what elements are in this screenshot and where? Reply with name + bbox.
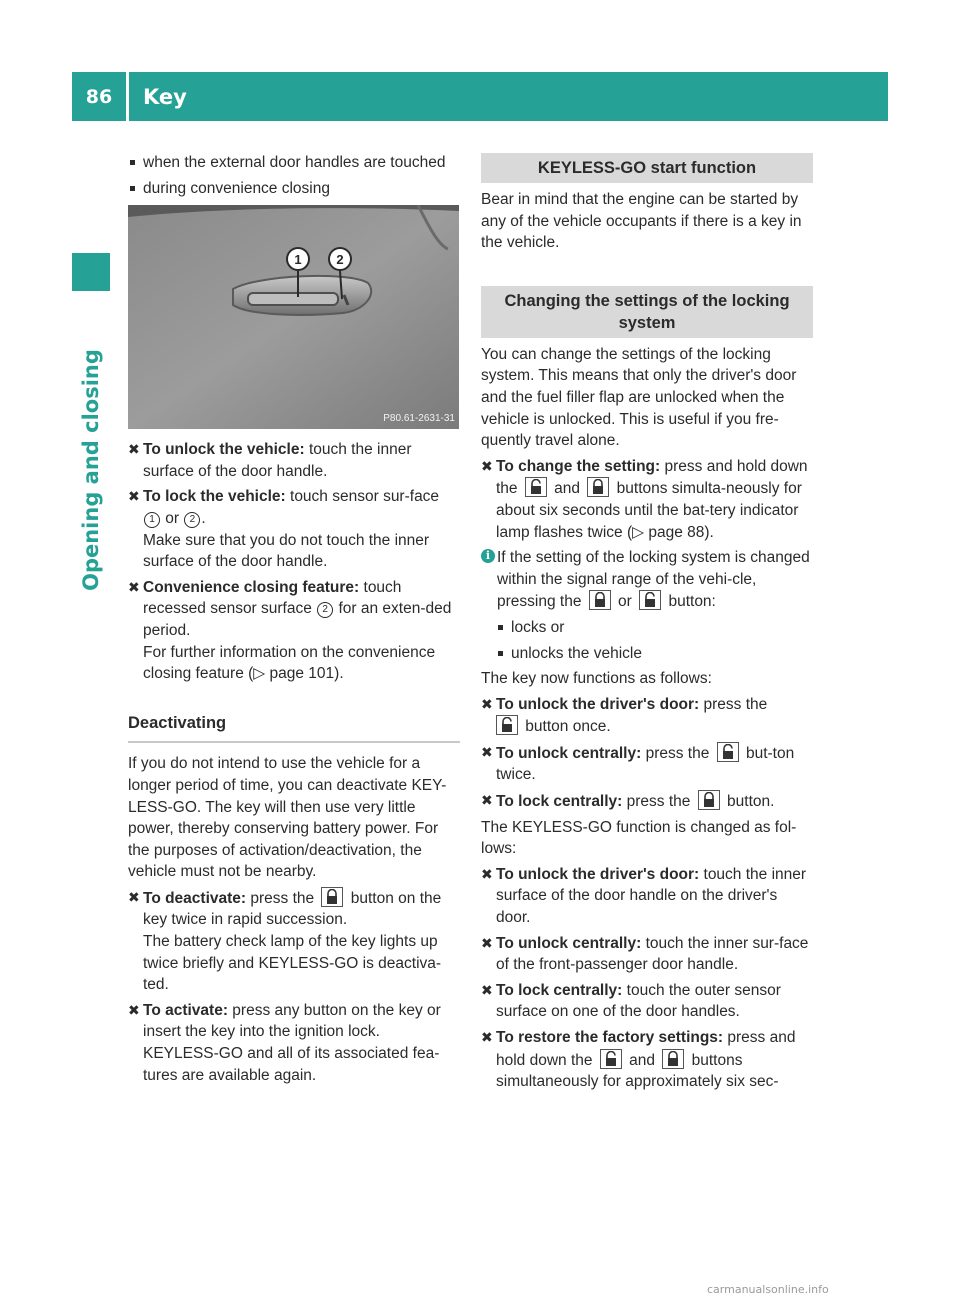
step-text: press and hold down the xyxy=(496,1029,796,1069)
side-tab-marker xyxy=(72,253,110,291)
callout-number: 2 xyxy=(317,602,333,618)
instruction-step xyxy=(128,1000,460,1086)
step-text: touch sensor sur-face xyxy=(285,488,440,506)
list-item: during convenience closing xyxy=(128,178,460,200)
arrow-right-icon: ✖ xyxy=(481,1029,493,1045)
instruction-step xyxy=(481,790,813,813)
paragraph: If you do not intend to use the vehicle for a longer period of time, you can deactivate KEY-LESS-GO. The key will then use very little power, thereby conserving battery power. For the purposes of activation/deactivation, the vehicle must not be nearby. xyxy=(128,755,447,881)
step-title: To unlock the vehicle: xyxy=(143,441,305,459)
arrow-right-icon: ✖ xyxy=(481,792,493,809)
step-title: To activate: xyxy=(143,1001,228,1019)
step-title: To unlock centrally: xyxy=(496,744,642,762)
lock-icon xyxy=(662,1049,684,1069)
arrow-right-icon: ✖ xyxy=(481,457,493,474)
step-text: and xyxy=(624,1051,660,1069)
callout-2: 2 xyxy=(336,252,344,268)
info-note xyxy=(481,547,813,613)
arrow-right-icon: ✖ xyxy=(128,441,140,458)
header-divider xyxy=(126,72,129,121)
page-number: 86 xyxy=(85,85,113,108)
step-text: touch the outer sensor surface on one of the door handles. xyxy=(496,981,781,1021)
unlock-icon xyxy=(717,742,739,762)
lock-icon xyxy=(321,887,343,907)
step-title: To unlock centrally: xyxy=(496,934,642,952)
arrow-right-icon: ✖ xyxy=(128,1001,140,1018)
footer-watermark[interactable]: carmanualsonline.info xyxy=(707,1283,829,1296)
step-text: buttons simultaneously for approximately six sec- xyxy=(496,1051,779,1091)
step-note: The battery check lamp of the key lights up twice briefly and KEYLESS-GO is deactiva-ted. xyxy=(143,933,442,994)
left-column xyxy=(128,152,460,1090)
step-note: For further information on the convenience closing feature (▷ page 101). xyxy=(143,643,436,683)
step-text: press the xyxy=(641,744,714,762)
step-note: KEYLESS-GO and all of its associated fea-tures are available again. xyxy=(143,1045,440,1084)
lock-icon xyxy=(698,790,720,810)
arrow-right-icon: ✖ xyxy=(481,934,493,951)
step-title: Convenience closing feature: xyxy=(143,578,360,596)
step-text: press the xyxy=(622,793,695,811)
instruction-step xyxy=(481,933,813,976)
step-text: . xyxy=(201,509,206,527)
instruction-step xyxy=(128,439,460,482)
unlock-icon xyxy=(639,590,661,610)
step-title: To deactivate: xyxy=(143,889,247,907)
instruction-step xyxy=(481,980,813,1023)
note-text: button: xyxy=(664,593,716,611)
step-text: touch the inner sur-face of the front-passenger door handle. xyxy=(496,934,809,974)
note-text: or xyxy=(613,593,637,611)
instruction-step xyxy=(481,456,813,543)
page-header xyxy=(72,72,888,121)
right-column xyxy=(481,153,813,1097)
unlock-icon xyxy=(525,477,547,497)
arrow-right-icon: ✖ xyxy=(128,888,140,905)
step-text: press the xyxy=(699,695,768,713)
info-icon: i xyxy=(481,549,495,563)
step-title: To unlock the driver's door: xyxy=(496,695,700,713)
arrow-right-icon: ✖ xyxy=(481,865,493,882)
list-item: when the external door handles are touched xyxy=(128,152,460,174)
step-title: To restore the factory settings: xyxy=(496,1029,724,1046)
section-heading: KEYLESS-GO start function xyxy=(481,153,813,183)
photo-code: P80.61-2631-31 xyxy=(383,413,455,425)
instruction-step xyxy=(128,486,460,572)
arrow-right-icon: ✖ xyxy=(481,981,493,998)
instruction-step xyxy=(128,887,460,996)
callout-number: 2 xyxy=(184,512,200,528)
lock-icon xyxy=(587,477,609,497)
step-text: touch the inner surface of the door handle. xyxy=(143,441,412,480)
callout-1: 1 xyxy=(294,252,302,268)
step-note: Make sure that you do not touch the inner surface of the door handle. xyxy=(143,531,430,571)
step-text: touch recessed sensor surface xyxy=(143,578,402,618)
arrow-right-icon: ✖ xyxy=(481,695,493,712)
section-heading: Deactivating xyxy=(128,701,460,744)
step-title: To unlock the driver's door: xyxy=(496,865,700,883)
step-text: button. xyxy=(722,793,775,811)
arrow-right-icon: ✖ xyxy=(128,488,140,505)
step-text: button once. xyxy=(521,718,611,736)
step-text: button on the key twice in rapid succession. xyxy=(143,889,442,929)
door-handle-photo xyxy=(128,205,459,429)
list-item: unlocks the vehicle xyxy=(496,643,813,665)
step-title: To lock centrally: xyxy=(496,793,623,811)
list-item: locks or xyxy=(496,617,813,639)
paragraph: The KEYLESS-GO function is changed as fol-lows: xyxy=(481,818,797,858)
callout-number: 1 xyxy=(144,512,160,528)
side-tab-label: Opening and closing xyxy=(79,349,103,591)
arrow-right-icon: ✖ xyxy=(128,578,140,595)
section-heading: Changing the settings of the locking system xyxy=(481,286,813,338)
paragraph: Bear in mind that the engine can be started by any of the vehicle occupants if there is a key in the vehicle. xyxy=(481,191,802,252)
page-title: Key xyxy=(143,84,187,109)
step-text: for an exten-ded period. xyxy=(143,600,452,639)
unlock-icon xyxy=(496,715,518,735)
instruction-step xyxy=(481,1027,813,1093)
step-text: but-ton twice. xyxy=(496,744,795,784)
instruction-step xyxy=(481,742,813,786)
step-text: buttons simulta-neously for about six seconds until the bat-tery indicator lamp flashes twice (▷ page 88). xyxy=(496,480,802,541)
step-title: To change the setting: xyxy=(496,457,661,475)
step-text: press any button on the key or insert the key into the ignition lock. xyxy=(143,1001,441,1041)
step-text: or xyxy=(161,509,184,527)
instruction-step xyxy=(481,864,813,929)
step-title: To lock the vehicle: xyxy=(143,488,286,506)
step-text: touch the inner surface of the door handle on the driver's door. xyxy=(496,865,807,927)
step-title: To lock centrally: xyxy=(496,981,623,999)
instruction-step xyxy=(481,694,813,738)
arrow-right-icon: ✖ xyxy=(481,743,493,760)
note-text: If the setting of the locking system is changed within the signal range of the vehi-cle, pressing the xyxy=(497,549,810,611)
unlock-icon xyxy=(600,1049,622,1069)
instruction-step xyxy=(128,577,460,685)
paragraph: You can change the settings of the locking system. This means that only the driver's door and the fuel filler flap are unlocked when the vehicle is unlocked. This is useful if you fre-quently travel alone. xyxy=(481,345,797,450)
step-text: and xyxy=(549,480,585,498)
paragraph: The key now functions as follows: xyxy=(481,670,712,688)
step-text: press and hold down the xyxy=(496,457,808,498)
step-text: press the xyxy=(246,889,319,907)
lock-icon xyxy=(589,590,611,610)
